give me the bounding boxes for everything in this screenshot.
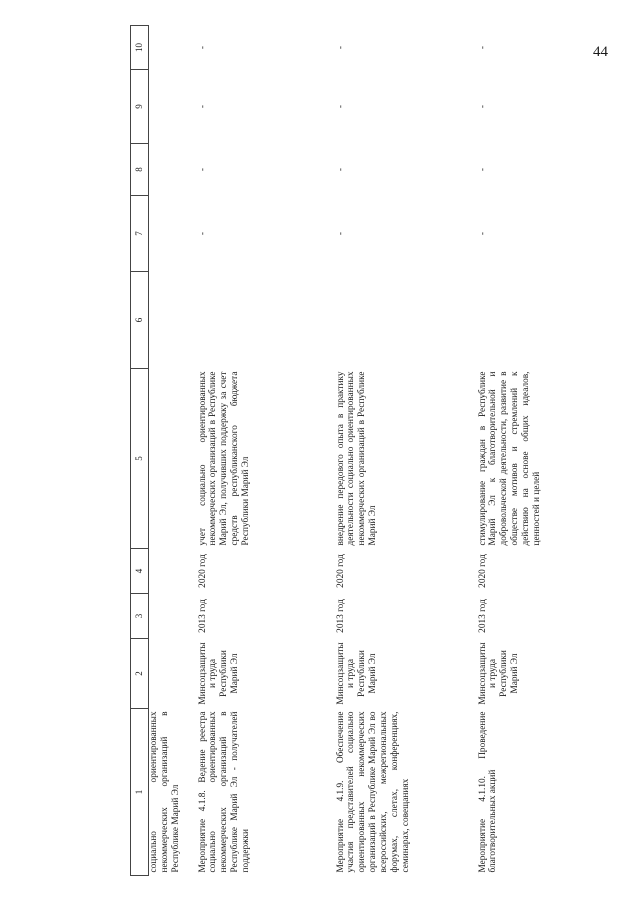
column-number-row: [131, 26, 149, 876]
value-cell: -: [335, 231, 346, 236]
column-header: 10: [131, 26, 149, 70]
value-cell: -: [335, 167, 346, 172]
rotated-table-region: [130, 26, 635, 876]
activity-cell: социально ориентированных некоммерческих организаций в Республике Марий Эл: [149, 711, 181, 873]
executor-cell: Минсоцзащиты и труда Республики Марий Эл: [477, 642, 521, 705]
activity-cell: Мероприятие 4.1.10. Проведение благотворительных акций: [477, 711, 499, 873]
column-header: 5: [131, 369, 149, 549]
start-year-cell: 2013 год: [197, 599, 208, 633]
column-header: 1: [131, 709, 149, 876]
start-year-cell: [149, 594, 193, 639]
value-cell: [331, 272, 473, 369]
result-cell: [149, 369, 193, 549]
activity-cell: Мероприятие 4.1.9. Обеспечение участия представителей социально ориентированных некоммерческих организаций в Республике Марий Эл во всероссийских, межрегиональных форумах, слетах, конференциях, семинарах, совещаниях: [335, 711, 412, 873]
result-cell: внедрение передового опыта в практику деятельности социально ориентированных некоммерческих организаций в Республике Марий Эл: [335, 371, 379, 546]
column-header: 8: [131, 144, 149, 196]
table-row: [331, 26, 473, 876]
end-year-cell: 2020 год: [335, 554, 346, 588]
end-year-cell: 2020 год: [477, 554, 488, 588]
end-year-cell: 2020 год: [197, 554, 208, 588]
column-header: 6: [131, 272, 149, 369]
table-row: [473, 26, 633, 876]
value-cell: -: [477, 231, 488, 236]
value-cell: -: [197, 231, 208, 236]
result-cell: стимулирование граждан в Республике Марий Эл к благотворительной и добровольческой деятельности, развитие в обществе мотивов и стремлений к действию на основе общих идеалов, ценностей и целей: [477, 371, 543, 546]
table-row: [193, 26, 331, 876]
column-header: 4: [131, 549, 149, 594]
value-cell: -: [197, 167, 208, 172]
value-cell: [193, 272, 331, 369]
column-header: 9: [131, 70, 149, 144]
column-header: 3: [131, 594, 149, 639]
start-year-cell: 2013 год: [335, 599, 346, 633]
value-cell: -: [197, 45, 208, 50]
value-cell: -: [335, 104, 346, 109]
value-cell: -: [477, 167, 488, 172]
end-year-cell: [149, 549, 193, 594]
value-cell: -: [197, 104, 208, 109]
value-cell: [149, 272, 193, 369]
activity-cell: Мероприятие 4.1.8. Ведение реестра социально ориентированных некоммерческих организаций в Республике Марий Эл - получателей поддержки: [197, 711, 252, 873]
column-header: 7: [131, 196, 149, 272]
executor-cell: Минсоцзащиты и труда Республики Марий Эл: [197, 642, 241, 705]
value-cell: [473, 272, 633, 369]
program-activities-table: [130, 25, 633, 876]
value-cell: [149, 144, 193, 196]
value-cell: -: [335, 45, 346, 50]
executor-cell: [149, 639, 193, 709]
value-cell: -: [477, 104, 488, 109]
value-cell: [149, 26, 193, 70]
value-cell: -: [477, 45, 488, 50]
start-year-cell: 2013 год: [477, 599, 488, 633]
value-cell: [149, 70, 193, 144]
executor-cell: Минсоцзащиты и труда Республики Марий Эл: [335, 642, 379, 705]
value-cell: [149, 196, 193, 272]
column-header: 2: [131, 639, 149, 709]
table-row: [149, 26, 193, 876]
page-number: 44: [593, 44, 608, 60]
result-cell: учет социально ориентированных некоммерческих организаций в Республике Марий Эл, получивших поддержку за счет средств республиканского бюджета Республики Марий Эл: [197, 371, 252, 546]
